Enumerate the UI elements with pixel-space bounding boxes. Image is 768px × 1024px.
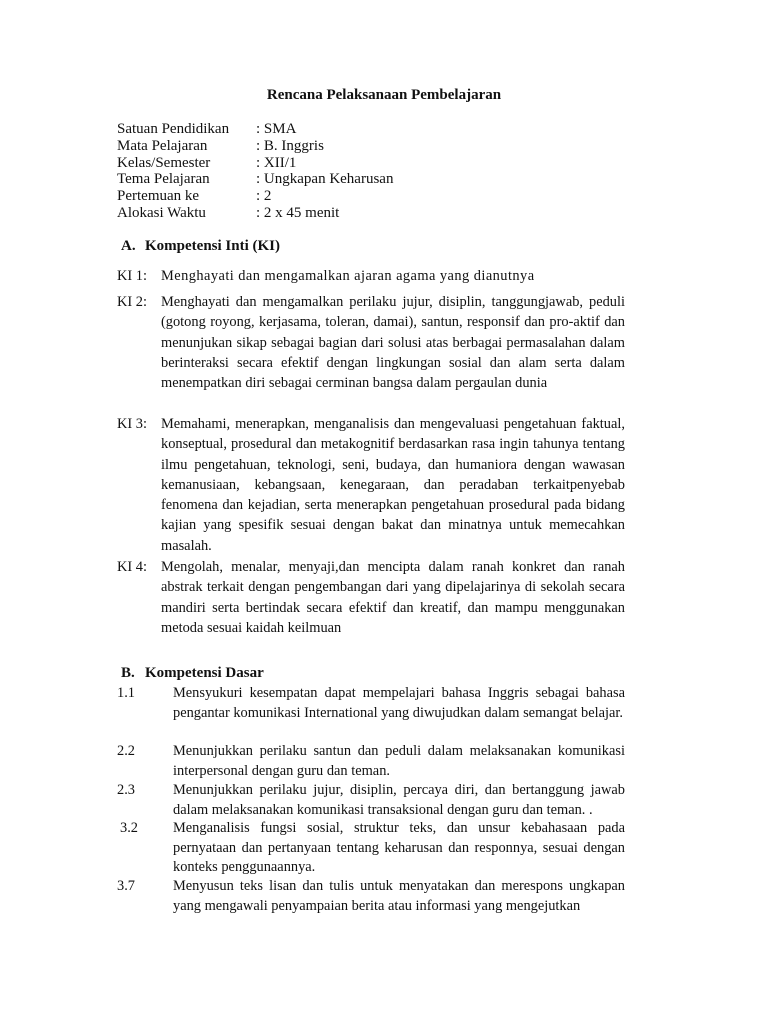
kd-number: 1.1 xyxy=(117,685,135,701)
kd-number: 2.3 xyxy=(117,782,135,798)
section-a-number: A. xyxy=(121,238,136,254)
kd-number: 3.2 xyxy=(120,820,138,836)
identity-label: Pertemuan ke xyxy=(117,188,200,205)
section-a-title: Kompetensi Inti (KI) xyxy=(145,238,280,254)
kd-item xyxy=(117,781,625,820)
identity-label: Kelas/Semester xyxy=(117,154,211,171)
kd-item xyxy=(117,684,625,723)
kd-text: Menunjukkan perilaku santun dan peduli dalam melaksanakan komunikasi interpersonal dengan guru dan teman. xyxy=(173,743,625,779)
identity-block xyxy=(117,121,393,222)
kd-text: Mensyukuri kesempatan dapat mempelajari bahasa Inggris sebagai bahasa pengantar komunikasi International yang diwujudkan dalam semangat belajar. xyxy=(173,685,625,721)
identity-label: Alokasi Waktu xyxy=(117,204,206,221)
kd-text: Menyusun teks lisan dan tulis untuk menyatakan dan merespons ungkapan yang mengawali penyampaian berita atau informasi yang mengejutkan xyxy=(173,878,625,914)
kd-number: 3.7 xyxy=(117,878,135,894)
section-a-heading xyxy=(121,238,280,255)
identity-row xyxy=(117,205,393,222)
identity-label: Tema Pelajaran xyxy=(117,171,210,188)
section-b-title: Kompetensi Dasar xyxy=(145,665,264,681)
identity-row xyxy=(117,171,393,188)
ki-label: KI 4: xyxy=(117,559,147,575)
kd-number: 2.2 xyxy=(117,743,135,759)
ki-label: KI 2: xyxy=(117,294,147,310)
identity-row xyxy=(117,188,393,205)
kd-item xyxy=(117,742,625,781)
ki-text: Menghayati dan mengamalkan perilaku jujur, disiplin, tanggungjawab, peduli (gotong royong, kerjasama, toleran, damai), santun, responsif dan pro-aktif dan menunjukan sikap sebagai bagian dari solusi atas berbagai permasalahan dalam berinteraksi secara efektif dengan lingkungan sosial dan alam serta dalam menempatkan diri sebagai cerminan bangsa dalam pergaulan dunia xyxy=(161,294,625,392)
identity-value: : SMA xyxy=(256,121,297,137)
ki-item xyxy=(117,266,625,286)
ki-text: Mengolah, menalar, menyaji,dan mencipta dalam ranah konkret dan ranah abstrak terkait dengan pengembangan dari yang dipelajarinya di sekolah secara mandiri serta bertindak secara efektif dan kreatif, dan mampu menggunakan metoda sesuai kaidah keilmuan xyxy=(161,559,625,636)
document-title: Rencana Pelaksanaan Pembelajaran xyxy=(266,87,502,103)
ki-text: Menghayati dan mengamalkan ajaran agama yang dianutnya xyxy=(161,268,535,284)
identity-value: : XII/1 xyxy=(256,154,297,171)
identity-label: Mata Pelajaran xyxy=(117,137,208,154)
section-b-heading xyxy=(121,665,264,682)
kd-text: Menganalisis fungsi sosial, struktur teks, dan unsur kebahasaan pada pernyataan dan pertanyaan tentang keharusan dan responnya, sesuai dengan konteks penggunaannya. xyxy=(173,820,625,876)
identity-value: : 2 x 45 menit xyxy=(256,204,340,221)
kd-text: Menunjukkan perilaku jujur, disiplin, percaya diri, dan bertanggung jawab dalam melaksanakan komunikasi transaksional dengan guru dan teman. . xyxy=(173,782,625,818)
ki-label: KI 3: xyxy=(117,416,147,432)
ki-label: KI 1: xyxy=(117,268,147,284)
ki-item xyxy=(117,292,625,393)
identity-row xyxy=(117,155,393,172)
ki-item xyxy=(117,414,625,556)
ki-text: Memahami, menerapkan, menganalisis dan mengevaluasi pengetahuan faktual, konseptual, prosedural dan metakognitif berdasarkan rasa ingin tahunya tentang ilmu pengetahuan, teknologi, seni, budaya, dan humaniora dengan wawasan kemanusiaan, kebangsaan, kenegaraan, dan peradaban terkaitpenyebab fenomena dan kejadian, serta menerapkan pengetahuan prosedural pada bidang kajian yang spesifik sesuai dengan bakat dan minatnya untuk memecahkan masalah. xyxy=(161,416,625,554)
identity-value: : 2 xyxy=(256,188,272,205)
identity-label: Satuan Pendidikan xyxy=(117,121,230,137)
kd-item xyxy=(117,819,625,878)
section-b-number: B. xyxy=(121,665,135,681)
identity-row xyxy=(117,138,393,155)
identity-row xyxy=(117,121,393,138)
ki-item xyxy=(117,557,625,638)
identity-value: : B. Inggris xyxy=(256,137,324,154)
kd-item xyxy=(117,877,625,916)
identity-value: : Ungkapan Keharusan xyxy=(256,171,394,188)
